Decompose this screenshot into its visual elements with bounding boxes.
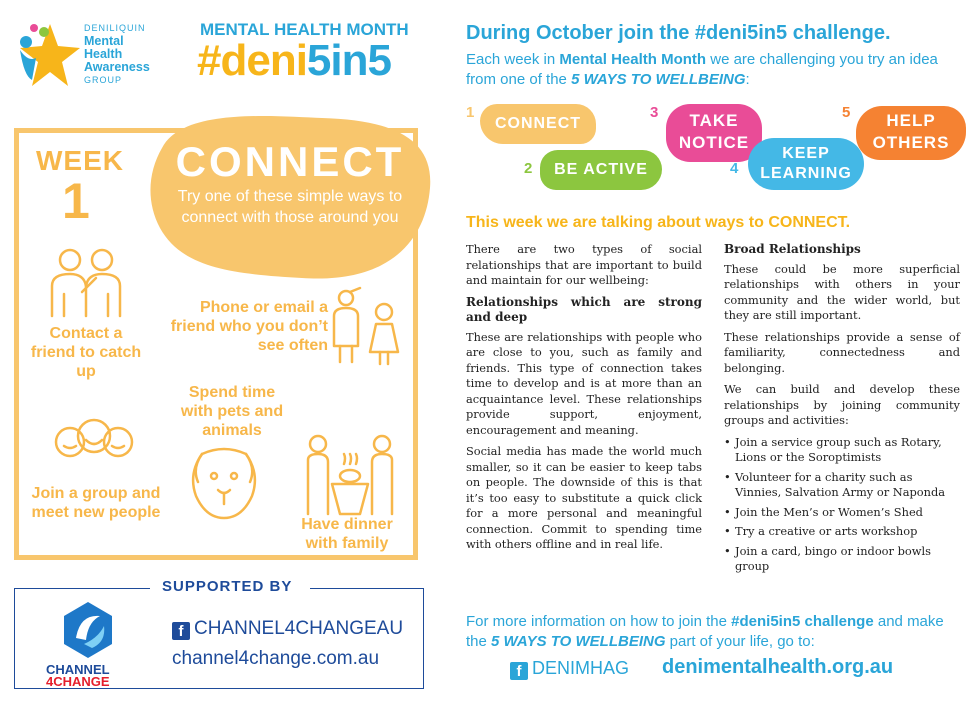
dog-icon xyxy=(186,444,262,522)
week-number: 1 xyxy=(62,173,90,229)
challenge-intro: Each week in Mental Health Month we are challenging you try an idea from one of the 5 WAYS TO WELLBEING: xyxy=(466,51,938,88)
group-icon xyxy=(52,414,136,480)
tip-contact-friend: Contact a friend to catch up xyxy=(30,325,142,380)
more-info: For more information on how to join the #deni5in5 challenge and make the 5 WAYS TO WELLBEING part of your life, go to: xyxy=(466,613,944,650)
connect-title: CONNECT xyxy=(175,138,405,185)
dmhag-logo xyxy=(14,18,84,94)
list-item: • Join a service group such as Rotary, Lions or the Soroptimists xyxy=(735,435,960,466)
week-label: WEEK xyxy=(36,145,124,176)
list-item: • Try a creative or arts workshop xyxy=(735,524,960,540)
way-number-4: 4 xyxy=(730,160,739,177)
tip-phone-email: Phone or email a friend who you don’t see often xyxy=(170,299,328,354)
channel4change-logo-text: CHANNEL 4CHANGE xyxy=(46,662,110,689)
mental-health-month: MENTAL HEALTH MONTH xyxy=(200,20,409,39)
tip-pets: Spend time with pets and animals xyxy=(180,384,284,439)
way-connect: CONNECT xyxy=(480,104,596,144)
channel4change-logo xyxy=(58,598,118,662)
list-item: • Join the Men’s or Women’s Shed xyxy=(735,505,960,521)
challenge-heading: During October join the #deni5in5 challenge. xyxy=(466,22,891,44)
article-column-2: Broad Relationships These could be more superficial relationships with others in your community and the wider world, but they are still important. These relationships provide a sense of familiarity, connectedness and belonging. We can build and develop these relationships by joining community groups and activities: • Join a service group such as Rotary, Lions or the Soroptimists • Volunteer for a charity such as Vinnies, Salvation Army or Naponda • Join the Men’s or Women’s Shed • Try a creative or arts workshop • Join a card, bingo or indoor bowls group xyxy=(724,242,960,579)
supporter-website-link[interactable]: channel4change.com.au xyxy=(172,648,380,669)
way-be-active: BE ACTIVE xyxy=(540,150,662,190)
tip-dinner: Have dinner with family xyxy=(301,516,393,552)
dmhag-facebook[interactable]: f DENIMHAG xyxy=(510,658,629,680)
activities-list xyxy=(724,435,960,575)
facebook-icon: f xyxy=(510,662,528,680)
way-help-others: HELP OTHERS xyxy=(856,106,966,160)
dmhag-website-link[interactable]: denimentalhealth.org.au xyxy=(662,656,894,678)
way-number-5: 5 xyxy=(842,104,851,121)
friends-icon xyxy=(44,246,128,320)
org-name: DENILIQUIN Mental Health Awareness GROUP xyxy=(84,23,150,85)
way-take-notice: TAKE NOTICE xyxy=(666,104,762,162)
supported-by-label: SUPPORTED BY xyxy=(162,578,293,595)
list-item: • Join a card, bingo or indoor bowls group xyxy=(735,544,960,575)
way-number-2: 2 xyxy=(524,160,533,177)
way-number-1: 1 xyxy=(466,104,475,121)
tip-join-group: Join a group and meet new people xyxy=(31,485,161,521)
hashtag-title: #deni5in5 xyxy=(197,36,391,85)
week-topic-heading: This week we are talking about ways to CONNECT. xyxy=(466,214,851,231)
supporter-facebook[interactable]: f CHANNEL4CHANGEAU xyxy=(172,618,403,640)
article-column-1: There are two types of social relationships that are important to build and maintain for our wellbeing: Relationships which are strong and deep These are relationships with people who are close to you, such as family and friends. This type of connection takes time to develop and is at more than an acquaintance level. These relationships provide support, enjoyment, encouragement and meaning. Social media has made the world much smaller, so it can be easier to keep tabs on people. The downside of this is that it’s too easy to substitute a quick click for a more personal and meaningful connection. Commit to spending time with others offline and in real life. xyxy=(466,242,702,551)
facebook-icon: f xyxy=(172,622,190,640)
way-number-3: 3 xyxy=(650,104,659,121)
way-keep-learning: KEEP LEARNING xyxy=(748,138,864,190)
connect-subtitle: Try one of these simple ways to connect with those around you xyxy=(177,188,403,226)
list-item: • Volunteer for a charity such as Vinnies, Salvation Army or Naponda xyxy=(735,470,960,501)
phone-call-icon xyxy=(326,286,406,366)
dinner-icon xyxy=(298,428,402,518)
